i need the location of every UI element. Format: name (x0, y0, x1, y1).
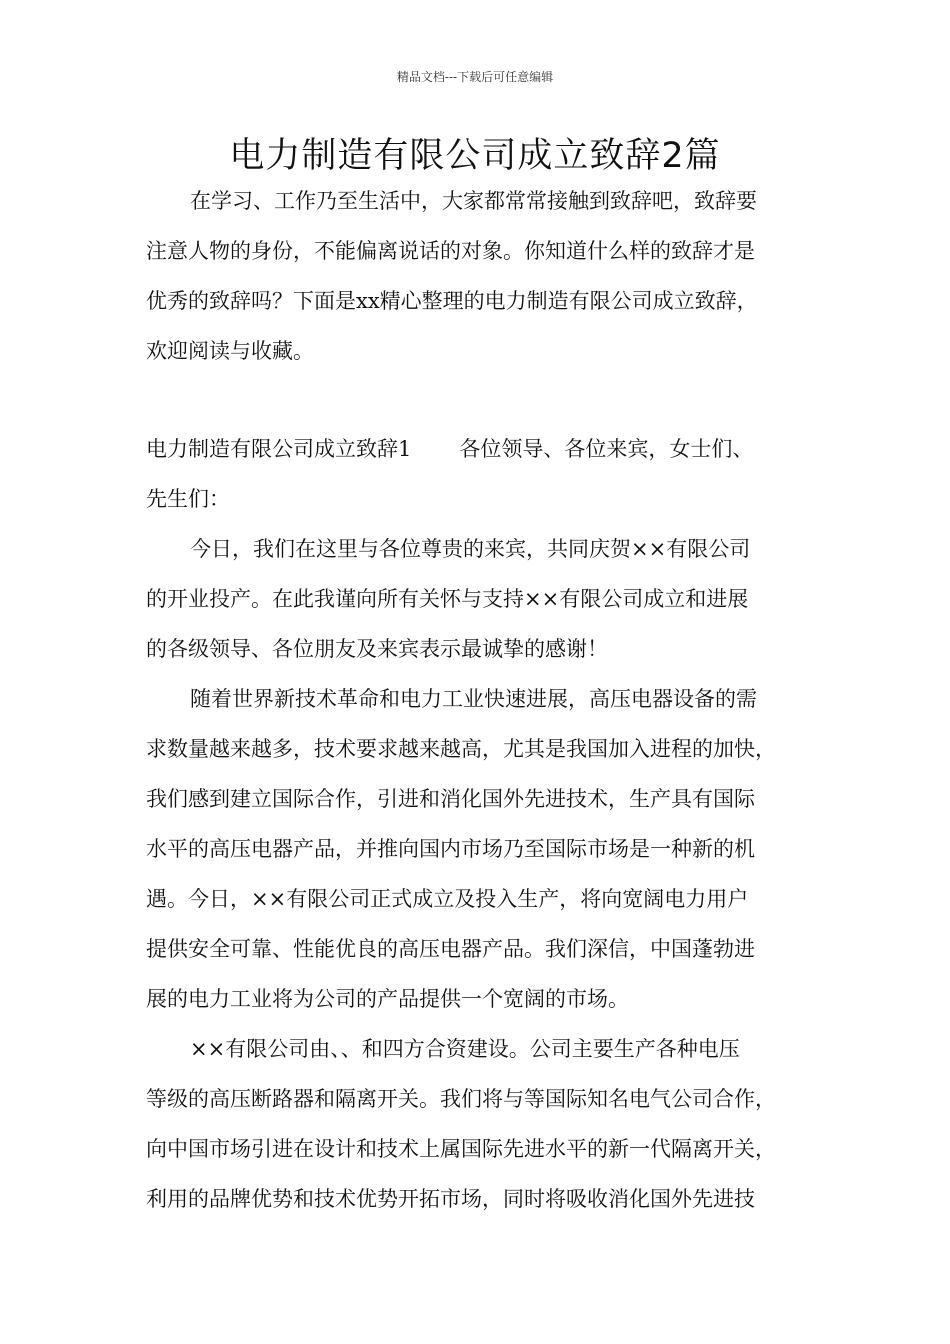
intro-line: 注意人物的身份，不能偏离说话的对象。你知道什么样的致辞才是 (146, 239, 755, 263)
body-line: 水平的高压电器产品，并推向国内市场乃至国际市场是一种新的机 (146, 837, 755, 861)
body-line: ××有限公司由、、和四方合资建设。公司主要生产各种电压 (190, 1037, 740, 1061)
body-line: 利用的品牌优势和技术优势开拓市场，同时将吸收消化国外先进技 (146, 1187, 755, 1211)
section-greeting: 各位领导、各位来宾，女士们、 (459, 437, 754, 461)
body-line: 的各级领导、各位朋友及来宾表示最诚挚的感谢！ (146, 637, 608, 661)
body-line: 随着世界新技术革命和电力工业快速进展，高压电器设备的需 (190, 687, 757, 711)
intro-line: 在学习、工作乃至生活中，大家都常常接触到致辞吧，致辞要 (190, 189, 757, 213)
body-line: 先生们： (146, 487, 230, 511)
body-line: 遇。今日，××有限公司正式成立及投入生产，将向宽阔电力用户 (146, 887, 749, 911)
document-title: 电力制造有限公司成立致辞2篇 (229, 136, 721, 176)
intro-line: 欢迎阅读与收藏。 (146, 339, 314, 363)
body-line: 展的电力工业将为公司的产品提供一个宽阔的市场。 (146, 987, 629, 1011)
body-line: 的开业投产。在此我谨向所有关怀与支持××有限公司成立和进展 (146, 587, 749, 611)
section-heading: 电力制造有限公司成立致辞1 (146, 437, 412, 461)
body-line: 今日，我们在这里与各位尊贵的来宾，共同庆贺××有限公司 (190, 537, 751, 561)
intro-line: 优秀的致辞吗？下面是xx精心整理的电力制造有限公司成立致辞， (146, 289, 758, 313)
body-line: 向中国市场引进在设计和技术上属国际先进水平的新一代隔离开关， (146, 1137, 776, 1161)
section-heading-line (146, 434, 846, 464)
body-line: 提供安全可靠、性能优良的高压电器产品。我们深信，中国蓬勃进 (146, 937, 755, 961)
page-header: 精品文档---下载后可任意编辑 (396, 70, 554, 84)
body-line: 我们感到建立国际合作，引进和消化国外先进技术，生产具有国际 (146, 787, 755, 811)
body-line: 等级的高压断路器和隔离开关。我们将与等国际知名电气公司合作， (146, 1087, 776, 1111)
body-line: 求数量越来越多，技术要求越来越高，尤其是我国加入进程的加快， (146, 737, 776, 761)
